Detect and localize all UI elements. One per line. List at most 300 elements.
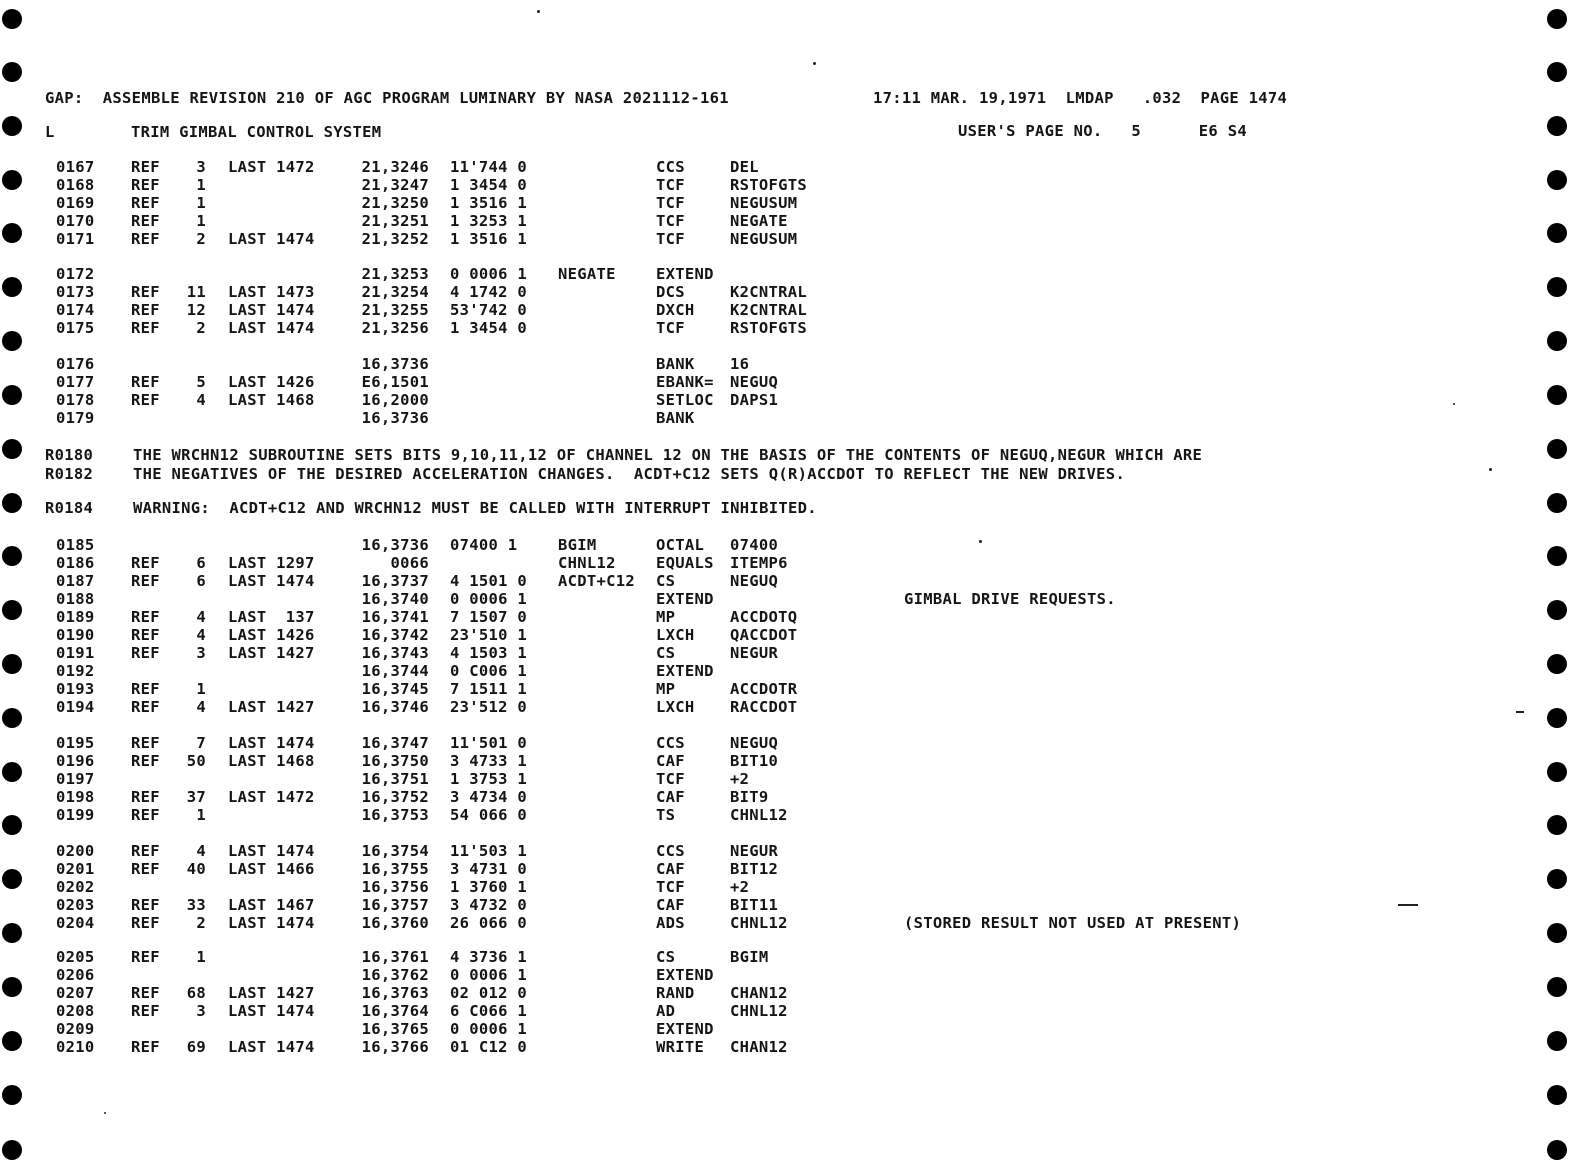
listing-ref: REF [131,914,160,932]
listing-last-ref: LAST 1474 [228,301,315,319]
listing-last-ref: LAST 1474 [228,572,315,590]
listing-last-ref: LAST 1473 [228,283,315,301]
listing-machine-code: 3 4733 1 [450,752,528,770]
listing-machine-code: 0 0006 1 [450,590,528,608]
listing-ref-count: 4 [196,626,206,644]
listing-seq: 0168 [56,176,95,194]
listing-ref-count: 2 [196,914,206,932]
listing-ref-count: 1 [196,806,206,824]
listing-opcode: CS [656,572,676,590]
listing-seq: 0190 [56,626,95,644]
listing-machine-code: 1 3760 1 [450,878,528,896]
listing-operand: NEGUR [730,842,779,860]
listing-machine-code: 1 3516 1 [450,230,528,248]
listing-ref: REF [131,948,160,966]
sprocket-hole [2,493,22,513]
listing-machine-code: 01 C12 0 [450,1038,528,1056]
listing-ref: REF [131,860,160,878]
listing-seq: 0187 [56,572,95,590]
listing-machine-code: 07400 1 [450,536,518,554]
listing-seq: 0186 [56,554,95,572]
listing-seq: 0209 [56,1020,95,1038]
listing-operand: DAPS1 [730,391,779,409]
listing-seq: 0173 [56,283,95,301]
listing-operand: ITEMP6 [730,554,788,572]
listing-operand: +2 [730,770,750,788]
listing-opcode: CAF [656,860,685,878]
listing-last-ref: LAST 1427 [228,984,315,1002]
listing-ref: REF [131,176,160,194]
sprocket-hole [1547,923,1567,943]
sprocket-hole [2,654,22,674]
listing-seq: 0176 [56,355,95,373]
header-title-left: GAP: ASSEMBLE REVISION 210 OF AGC PROGRAM LUMINARY BY NASA 2021112-161 [45,89,729,107]
listing-opcode: RAND [656,984,695,1002]
listing-operand: K2CNTRAL [730,301,808,319]
listing-operand: CHAN12 [730,984,788,1002]
sprocket-hole [1547,1031,1567,1051]
listing-address: 16,3765 [361,1020,429,1038]
listing-ref-count: 12 [186,301,206,319]
header-title-right: 17:11 MAR. 19,1971 LMDAP .032 PAGE 1474 [873,89,1288,107]
listing-operand: RSTOFGTS [730,176,808,194]
sprocket-hole [1547,9,1567,29]
sprocket-hole [1547,385,1567,405]
listing-opcode: OCTAL [656,536,705,554]
listing-opcode: TCF [656,230,685,248]
sprocket-hole [2,762,22,782]
listing-last-ref: LAST 1474 [228,914,315,932]
sprocket-hole [1547,815,1567,835]
listing-address: 21,3252 [361,230,429,248]
listing-ref-count: 37 [186,788,206,806]
listing-opcode: LXCH [656,698,695,716]
listing-seq: 0175 [56,319,95,337]
listing-operand: CHNL12 [730,806,788,824]
sprocket-hole [2,223,22,243]
sprocket-hole [1547,600,1567,620]
sprocket-hole [1547,708,1567,728]
listing-opcode: BANK [656,409,695,427]
listing-seq: 0172 [56,265,95,283]
listing-seq: 0198 [56,788,95,806]
sprocket-hole [2,869,22,889]
listing-ref-count: 1 [196,212,206,230]
listing-operand: DEL [730,158,759,176]
listing-opcode: EXTEND [656,590,714,608]
listing-operand: +2 [730,878,750,896]
listing-address: 16,3737 [361,572,429,590]
listing-seq: 0194 [56,698,95,716]
listing-ref: REF [131,194,160,212]
listing-address: 16,3757 [361,896,429,914]
header-page-info: USER'S PAGE NO. 5 E6 S4 [958,122,1247,140]
listing-operand: QACCDOT [730,626,798,644]
listing-machine-code: 11'503 1 [450,842,528,860]
listing-address: 21,3254 [361,283,429,301]
listing-opcode: EXTEND [656,1020,714,1038]
listing-machine-code: 23'510 1 [450,626,528,644]
listing-machine-code: 1 3516 1 [450,194,528,212]
listing-seq: 0196 [56,752,95,770]
listing-ref: REF [131,319,160,337]
speck [1489,468,1492,471]
listing-operand: RSTOFGTS [730,319,808,337]
sprocket-hole [2,815,22,835]
listing-ref-count: 6 [196,554,206,572]
listing-opcode: CS [656,644,676,662]
listing-ref-count: 6 [196,572,206,590]
listing-seq: 0188 [56,590,95,608]
listing-operand: NEGUQ [730,734,779,752]
sprocket-hole [1547,223,1567,243]
sprocket-hole [2,277,22,297]
sprocket-hole [1547,493,1567,513]
listing-seq: 0167 [56,158,95,176]
listing-comment: GIMBAL DRIVE REQUESTS. [904,590,1116,608]
listing-seq: 0204 [56,914,95,932]
sprocket-hole [1547,116,1567,136]
listing-machine-code: 6 C066 1 [450,1002,528,1020]
listing-machine-code: 0 C006 1 [450,662,528,680]
listing-ref: REF [131,158,160,176]
sprocket-hole [2,1085,22,1105]
listing-ref-count: 1 [196,680,206,698]
listing-ref-count: 4 [196,842,206,860]
listing-machine-code: 3 4732 0 [450,896,528,914]
listing-machine-code: 0 0006 1 [450,966,528,984]
listing-machine-code: 0 0006 1 [450,265,528,283]
listing-operand: CHNL12 [730,1002,788,1020]
listing-operand: NEGUSUM [730,194,798,212]
speck [537,10,540,13]
listing-opcode: WRITE [656,1038,705,1056]
listing-address: 16,3764 [361,1002,429,1020]
listing-address: 16,3742 [361,626,429,644]
listing-last-ref: LAST 1468 [228,752,315,770]
listing-machine-code: 23'512 0 [450,698,528,716]
sprocket-hole [2,116,22,136]
listing-seq: 0197 [56,770,95,788]
listing-address: 16,3736 [361,536,429,554]
listing-opcode: MP [656,680,676,698]
listing-operand: BIT10 [730,752,779,770]
listing-opcode: CAF [656,896,685,914]
listing-address: 21,3247 [361,176,429,194]
sprocket-hole [1547,1085,1567,1105]
listing-operand: ACCDOTQ [730,608,798,626]
header-subtitle-left: L [45,123,55,141]
listing-ref-count: 1 [196,948,206,966]
sprocket-hole [2,170,22,190]
listing-ref: REF [131,788,160,806]
listing-address: 16,3740 [361,590,429,608]
listing-last-ref: LAST 137 [228,608,315,626]
remark-seq: R0180 [45,446,94,464]
listing-last-ref: LAST 1427 [228,644,315,662]
listing-machine-code: 53'742 0 [450,301,528,319]
remark-text: THE NEGATIVES OF THE DESIRED ACCELERATION CHANGES. ACDT+C12 SETS Q(R)ACCDOT TO REFLECT THE NEW DRIVES. [133,465,1126,483]
listing-address: 21,3253 [361,265,429,283]
listing-machine-code: 1 3454 0 [450,176,528,194]
listing-last-ref: LAST 1426 [228,373,315,391]
listing-address: 16,3741 [361,608,429,626]
listing-seq: 0205 [56,948,95,966]
listing-ref: REF [131,572,160,590]
listing-ref: REF [131,301,160,319]
listing-opcode: EXTEND [656,966,714,984]
listing-ref-count: 40 [186,860,206,878]
listing-address: 16,3751 [361,770,429,788]
listing-opcode: TCF [656,176,685,194]
sprocket-hole [2,546,22,566]
listing-opcode: CCS [656,734,685,752]
sprocket-hole [2,1031,22,1051]
listing-label: NEGATE [558,265,616,283]
listing-label: BGIM [558,536,597,554]
listing-last-ref: LAST 1472 [228,788,315,806]
listing-machine-code: 3 4734 0 [450,788,528,806]
listing-seq: 0189 [56,608,95,626]
sprocket-hole [2,62,22,82]
listing-seq: 0202 [56,878,95,896]
listing-operand: BIT9 [730,788,769,806]
listing-opcode: CS [656,948,676,966]
listing-machine-code: 11'744 0 [450,158,528,176]
listing-opcode: BANK [656,355,695,373]
listing-ref: REF [131,806,160,824]
listing-address: 16,3736 [361,409,429,427]
listing-ref-count: 2 [196,230,206,248]
listing-ref: REF [131,752,160,770]
listing-opcode: TS [656,806,676,824]
listing-opcode: TCF [656,770,685,788]
listing-operand: CHNL12 [730,914,788,932]
listing-ref: REF [131,1038,160,1056]
remark-seq: R0184 [45,499,94,517]
listing-opcode: TCF [656,194,685,212]
listing-last-ref: LAST 1474 [228,319,315,337]
listing-opcode: SETLOC [656,391,714,409]
sprocket-hole [2,923,22,943]
listing-address: 16,3736 [361,355,429,373]
listing-opcode: EXTEND [656,265,714,283]
sprocket-hole [1547,546,1567,566]
sprocket-hole [1547,762,1567,782]
listing-last-ref: LAST 1427 [228,698,315,716]
sprocket-hole [1547,439,1567,459]
listing-machine-code: 11'501 0 [450,734,528,752]
listing-machine-code: 4 1742 0 [450,283,528,301]
listing-seq: 0169 [56,194,95,212]
listing-seq: 0207 [56,984,95,1002]
listing-ref-count: 11 [186,283,206,301]
listing-opcode: TCF [656,878,685,896]
speck [1398,904,1418,906]
listing-seq: 0203 [56,896,95,914]
sprocket-hole [1547,977,1567,997]
listing-address: 16,3747 [361,734,429,752]
listing-machine-code: 1 3753 1 [450,770,528,788]
listing-comment: (STORED RESULT NOT USED AT PRESENT) [904,914,1242,932]
listing-seq: 0210 [56,1038,95,1056]
listing-last-ref: LAST 1468 [228,391,315,409]
sprocket-hole [1547,170,1567,190]
listing-operand: NEGUQ [730,572,779,590]
listing-address: 16,3760 [361,914,429,932]
listing-address: E6,1501 [361,373,429,391]
listing-last-ref: LAST 1474 [228,230,315,248]
listing-ref: REF [131,626,160,644]
listing-ref-count: 3 [196,158,206,176]
sprocket-hole [1547,654,1567,674]
listing-opcode: DCS [656,283,685,301]
listing-address: 16,3763 [361,984,429,1002]
remark-seq: R0182 [45,465,94,483]
listing-seq: 0195 [56,734,95,752]
listing-ref: REF [131,608,160,626]
listing-operand: RACCDOT [730,698,798,716]
listing-seq: 0170 [56,212,95,230]
listing-machine-code: 3 4731 0 [450,860,528,878]
listing-ref: REF [131,896,160,914]
listing-operand: ACCDOTR [730,680,798,698]
listing-seq: 0199 [56,806,95,824]
listing-ref-count: 3 [196,644,206,662]
listing-ref-count: 4 [196,608,206,626]
listing-last-ref: LAST 1474 [228,1002,315,1020]
speck [104,1112,106,1114]
listing-ref: REF [131,680,160,698]
listing-ref: REF [131,644,160,662]
sprocket-hole [2,600,22,620]
listing-ref-count: 7 [196,734,206,752]
listing-ref: REF [131,1002,160,1020]
listing-ref-count: 2 [196,319,206,337]
listing-ref: REF [131,698,160,716]
listing-address: 16,3753 [361,806,429,824]
listing-ref-count: 50 [186,752,206,770]
listing-seq: 0208 [56,1002,95,1020]
listing-opcode: TCF [656,319,685,337]
listing-seq: 0185 [56,536,95,554]
listing-ref: REF [131,554,160,572]
listing-ref-count: 3 [196,1002,206,1020]
listing-last-ref: LAST 1297 [228,554,315,572]
sprocket-hole [1547,869,1567,889]
listing-label: ACDT+C12 [558,572,636,590]
listing-opcode: TCF [656,212,685,230]
speck [1453,403,1455,405]
listing-opcode: EBANK= [656,373,714,391]
listing-address: 21,3246 [361,158,429,176]
listing-address: 16,3743 [361,644,429,662]
listing-seq: 0171 [56,230,95,248]
listing-machine-code: 4 3736 1 [450,948,528,966]
listing-last-ref: LAST 1426 [228,626,315,644]
listing-opcode: ADS [656,914,685,932]
speck [813,62,816,65]
speck [1516,711,1524,713]
listing-seq: 0178 [56,391,95,409]
listing-label: CHNL12 [558,554,616,572]
listing-opcode: CCS [656,158,685,176]
listing-ref-count: 4 [196,391,206,409]
listing-ref: REF [131,212,160,230]
listing-last-ref: LAST 1467 [228,896,315,914]
listing-opcode: DXCH [656,301,695,319]
listing-seq: 0193 [56,680,95,698]
listing-address: 16,3761 [361,948,429,966]
listing-last-ref: LAST 1474 [228,1038,315,1056]
listing-address: 16,3745 [361,680,429,698]
listing-operand: 16 [730,355,750,373]
listing-ref-count: 69 [186,1038,206,1056]
listing-last-ref: LAST 1466 [228,860,315,878]
listing-machine-code: 4 1501 0 [450,572,528,590]
listing-ref: REF [131,842,160,860]
listing-address: 21,3250 [361,194,429,212]
listing-opcode: CAF [656,788,685,806]
listing-seq: 0191 [56,644,95,662]
listing-seq: 0177 [56,373,95,391]
listing-last-ref: LAST 1474 [228,734,315,752]
listing-address: 16,3744 [361,662,429,680]
sprocket-hole [2,1140,22,1160]
listing-operand: NEGUR [730,644,779,662]
listing-machine-code: 26 066 0 [450,914,528,932]
listing-seq: 0174 [56,301,95,319]
listing-address: 16,3754 [361,842,429,860]
speck [979,540,982,543]
listing-operand: BIT12 [730,860,779,878]
listing-ref: REF [131,373,160,391]
listing-operand: BIT11 [730,896,779,914]
listing-machine-code: 4 1503 1 [450,644,528,662]
listing-address: 16,3756 [361,878,429,896]
listing-address: 16,2000 [361,391,429,409]
listing-ref-count: 68 [186,984,206,1002]
listing-last-ref: LAST 1472 [228,158,315,176]
listing-address: 16,3762 [361,966,429,984]
listing-address: 21,3251 [361,212,429,230]
listing-opcode: EQUALS [656,554,714,572]
listing-operand: NEGATE [730,212,788,230]
listing-machine-code: 1 3454 0 [450,319,528,337]
listing-address: 16,3750 [361,752,429,770]
listing-operand: K2CNTRAL [730,283,808,301]
sprocket-hole [1547,62,1567,82]
listing-ref-count: 1 [196,194,206,212]
listing-seq: 0201 [56,860,95,878]
listing-address: 16,3766 [361,1038,429,1056]
remark-text: WARNING: ACDT+C12 AND WRCHN12 MUST BE CALLED WITH INTERRUPT INHIBITED. [133,499,817,517]
listing-ref: REF [131,984,160,1002]
listing-ref: REF [131,391,160,409]
sprocket-hole [2,708,22,728]
listing-address: 16,3746 [361,698,429,716]
listing-address: 16,3755 [361,860,429,878]
listing-operand: CHAN12 [730,1038,788,1056]
listing-opcode: CCS [656,842,685,860]
listing-address: 0066 [390,554,429,572]
listing-address: 21,3256 [361,319,429,337]
listing-opcode: MP [656,608,676,626]
sprocket-hole [2,331,22,351]
listing-operand: BGIM [730,948,769,966]
listing-ref-count: 1 [196,176,206,194]
listing-ref-count: 33 [186,896,206,914]
